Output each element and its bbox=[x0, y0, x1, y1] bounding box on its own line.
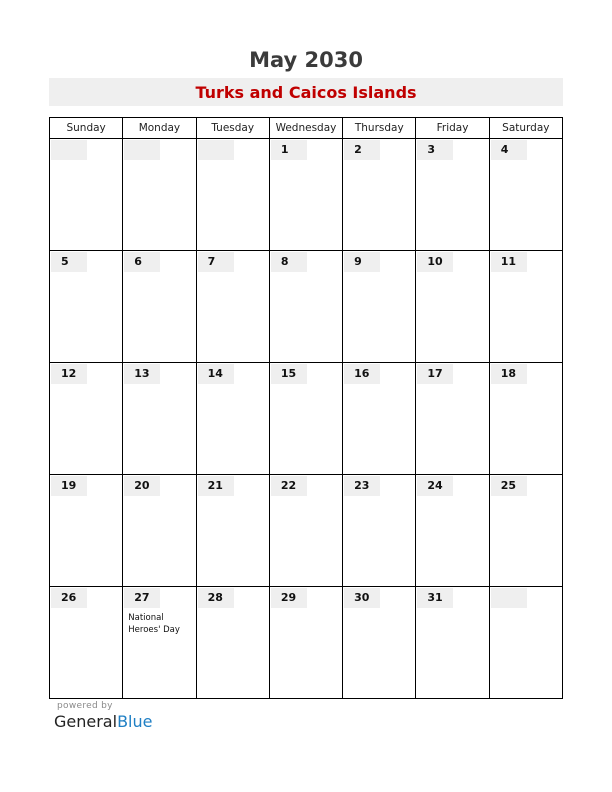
day-number bbox=[51, 140, 87, 160]
day-number: 10 bbox=[417, 252, 453, 272]
day-cell bbox=[196, 475, 269, 587]
day-cell bbox=[50, 475, 123, 587]
weekday-header: Monday bbox=[123, 118, 196, 139]
weekday-header: Sunday bbox=[50, 118, 123, 139]
week-row bbox=[50, 587, 563, 699]
day-cell bbox=[343, 251, 416, 363]
day-cell bbox=[123, 139, 196, 251]
day-number: 26 bbox=[51, 588, 87, 608]
day-cell bbox=[50, 251, 123, 363]
page-title: May 2030 bbox=[249, 48, 363, 72]
week-row bbox=[50, 363, 563, 475]
day-number: 3 bbox=[417, 140, 453, 160]
day-number: 15 bbox=[271, 364, 307, 384]
day-cell bbox=[50, 139, 123, 251]
day-number: 19 bbox=[51, 476, 87, 496]
day-number: 21 bbox=[198, 476, 234, 496]
day-number: 1 bbox=[271, 140, 307, 160]
day-number: 5 bbox=[51, 252, 87, 272]
day-number: 31 bbox=[417, 588, 453, 608]
day-number: 18 bbox=[491, 364, 527, 384]
day-cell bbox=[416, 363, 489, 475]
calendar-grid bbox=[49, 117, 563, 699]
day-cell bbox=[196, 587, 269, 699]
day-cell bbox=[123, 363, 196, 475]
day-number bbox=[491, 588, 527, 608]
weekday-header: Saturday bbox=[489, 118, 562, 139]
day-cell bbox=[196, 139, 269, 251]
day-cell bbox=[416, 587, 489, 699]
day-number: 28 bbox=[198, 588, 234, 608]
day-number: 8 bbox=[271, 252, 307, 272]
brand-name-part1: General bbox=[54, 712, 118, 731]
week-row bbox=[50, 475, 563, 587]
day-number: 6 bbox=[124, 252, 160, 272]
day-cell bbox=[489, 587, 562, 699]
day-number: 22 bbox=[271, 476, 307, 496]
week-row bbox=[50, 251, 563, 363]
day-number: 24 bbox=[417, 476, 453, 496]
brand-name-part2: Blue bbox=[117, 712, 153, 731]
day-cell bbox=[416, 475, 489, 587]
day-number: 16 bbox=[344, 364, 380, 384]
brand-logo[interactable] bbox=[54, 712, 152, 731]
day-cell bbox=[489, 251, 562, 363]
day-cell bbox=[269, 475, 342, 587]
day-cell bbox=[269, 363, 342, 475]
day-number: 23 bbox=[344, 476, 380, 496]
day-number: 29 bbox=[271, 588, 307, 608]
day-cell bbox=[343, 587, 416, 699]
week-row bbox=[50, 139, 563, 251]
day-cell bbox=[489, 475, 562, 587]
day-number: 13 bbox=[124, 364, 160, 384]
day-cell bbox=[196, 251, 269, 363]
day-number: 30 bbox=[344, 588, 380, 608]
day-number: 9 bbox=[344, 252, 380, 272]
day-cell bbox=[123, 587, 196, 699]
day-cell bbox=[269, 587, 342, 699]
day-cell bbox=[123, 251, 196, 363]
day-number: 25 bbox=[491, 476, 527, 496]
day-number bbox=[198, 140, 234, 160]
day-number: 7 bbox=[198, 252, 234, 272]
weekday-header: Wednesday bbox=[269, 118, 342, 139]
powered-by-label: powered by bbox=[57, 701, 113, 711]
day-cell bbox=[269, 251, 342, 363]
day-cell bbox=[416, 251, 489, 363]
holiday-label: National Heroes' Day bbox=[128, 613, 180, 635]
day-cell bbox=[489, 139, 562, 251]
day-cell bbox=[343, 139, 416, 251]
day-cell bbox=[416, 139, 489, 251]
day-cell bbox=[50, 363, 123, 475]
weekday-header: Thursday bbox=[343, 118, 416, 139]
weekday-header-row bbox=[50, 118, 563, 139]
day-cell bbox=[123, 475, 196, 587]
day-number: 11 bbox=[491, 252, 527, 272]
day-number: 2 bbox=[344, 140, 380, 160]
day-cell bbox=[343, 475, 416, 587]
day-cell bbox=[196, 363, 269, 475]
weekday-header: Friday bbox=[416, 118, 489, 139]
day-number: 20 bbox=[124, 476, 160, 496]
weekday-header: Tuesday bbox=[196, 118, 269, 139]
day-number: 4 bbox=[491, 140, 527, 160]
day-cell bbox=[343, 363, 416, 475]
day-cell bbox=[489, 363, 562, 475]
day-number: 27 bbox=[124, 588, 160, 608]
day-cell bbox=[269, 139, 342, 251]
day-number bbox=[124, 140, 160, 160]
day-number: 12 bbox=[51, 364, 87, 384]
day-number: 14 bbox=[198, 364, 234, 384]
day-cell bbox=[50, 587, 123, 699]
region-title: Turks and Caicos Islands bbox=[49, 78, 563, 106]
day-number: 17 bbox=[417, 364, 453, 384]
